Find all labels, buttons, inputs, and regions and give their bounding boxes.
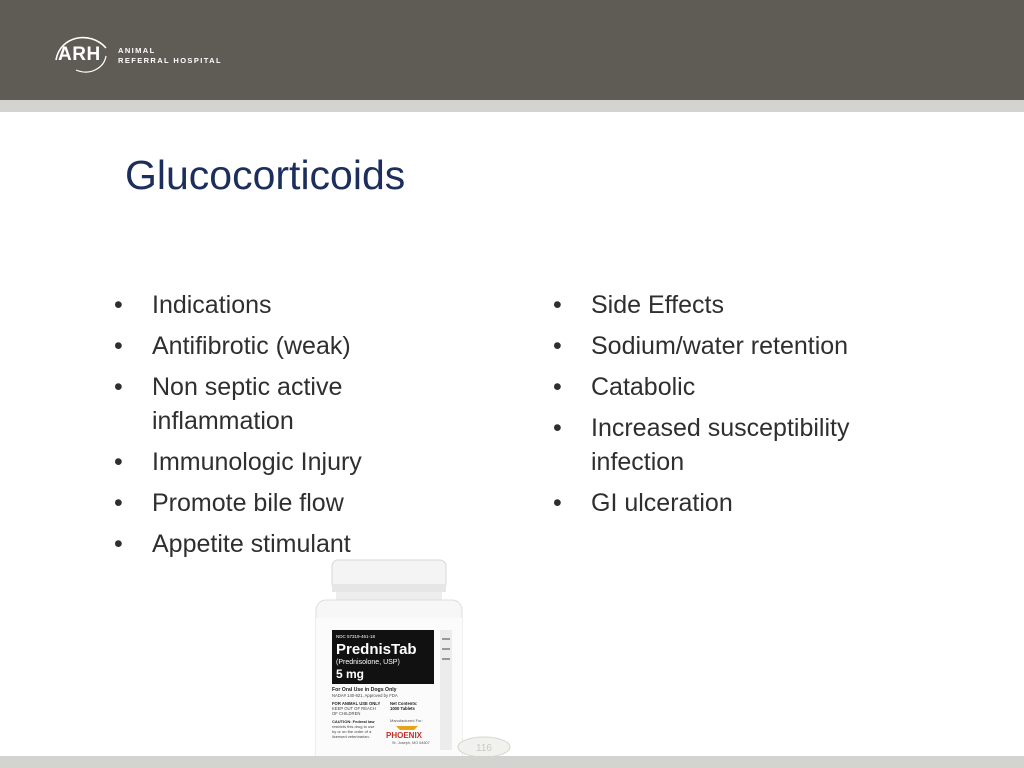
list-item: • Increased susceptibility infection [553,411,913,479]
list-item: • Promote bile flow [114,486,414,520]
list-item: • Antifibrotic (weak) [114,329,414,363]
list-item: • Sodium/water retention [553,329,913,363]
label-contents-2: 1000 Tablets [390,706,415,711]
logo-mark: ARH [58,44,101,65]
label-caution-3: by or on the order of a [332,729,372,734]
label-animal-use-1: FOR ANIMAL USE ONLY [332,701,381,706]
side-effects-list [553,288,913,527]
label-contents-1: Net Contents: [390,701,418,706]
indications-list [114,288,414,568]
label-ndc: NDC 57319-461-18 [336,634,376,639]
label-strength: 5 mg [336,667,365,681]
label-caution-4: licensed veterinarian. [332,734,370,739]
label-use-line-1: For Oral Use in Dogs Only [332,687,397,693]
footer-stripe [0,756,1024,768]
logo-line-2: REFERRAL HOSPITAL [118,56,222,65]
header-stripe [0,100,1024,112]
label-maker-city: St. Joseph, MO 64507 [392,741,430,745]
logo-wordmark [118,46,222,66]
label-manufactured: Manufactured For: [390,718,423,723]
label-caution-1: CAUTION: Federal law [332,719,375,724]
list-item: • Immunologic Injury [114,445,414,479]
label-generic: (Prednisolone, USP) [336,659,400,666]
label-brand: PrednisTab [336,641,417,658]
label-caution-2: restricts this drug to use [332,724,375,729]
logo-line-1: ANIMAL [118,46,156,55]
tablet-imprint: 116 [476,743,492,754]
list-item: • Indications [114,288,414,322]
list-item: • Appetite stimulant [114,527,414,561]
list-item: • GI ulceration [553,486,913,520]
medicine-bottle-image [306,558,466,768]
label-maker: PHOENIX [386,731,423,740]
label-use-line-2: NADA# 140-921, Approved by FDA [332,693,398,698]
logo [50,30,220,76]
tablet-image [457,736,511,758]
label-animal-use-2: KEEP OUT OF REACH [332,706,376,711]
list-item: • Side Effects [553,288,913,322]
list-item: • Non septic active inflammation [114,370,414,438]
label-animal-use-3: OF CHILDREN [332,711,361,716]
slide-title: Glucocorticoids [125,152,406,198]
list-item: • Catabolic [553,370,913,404]
